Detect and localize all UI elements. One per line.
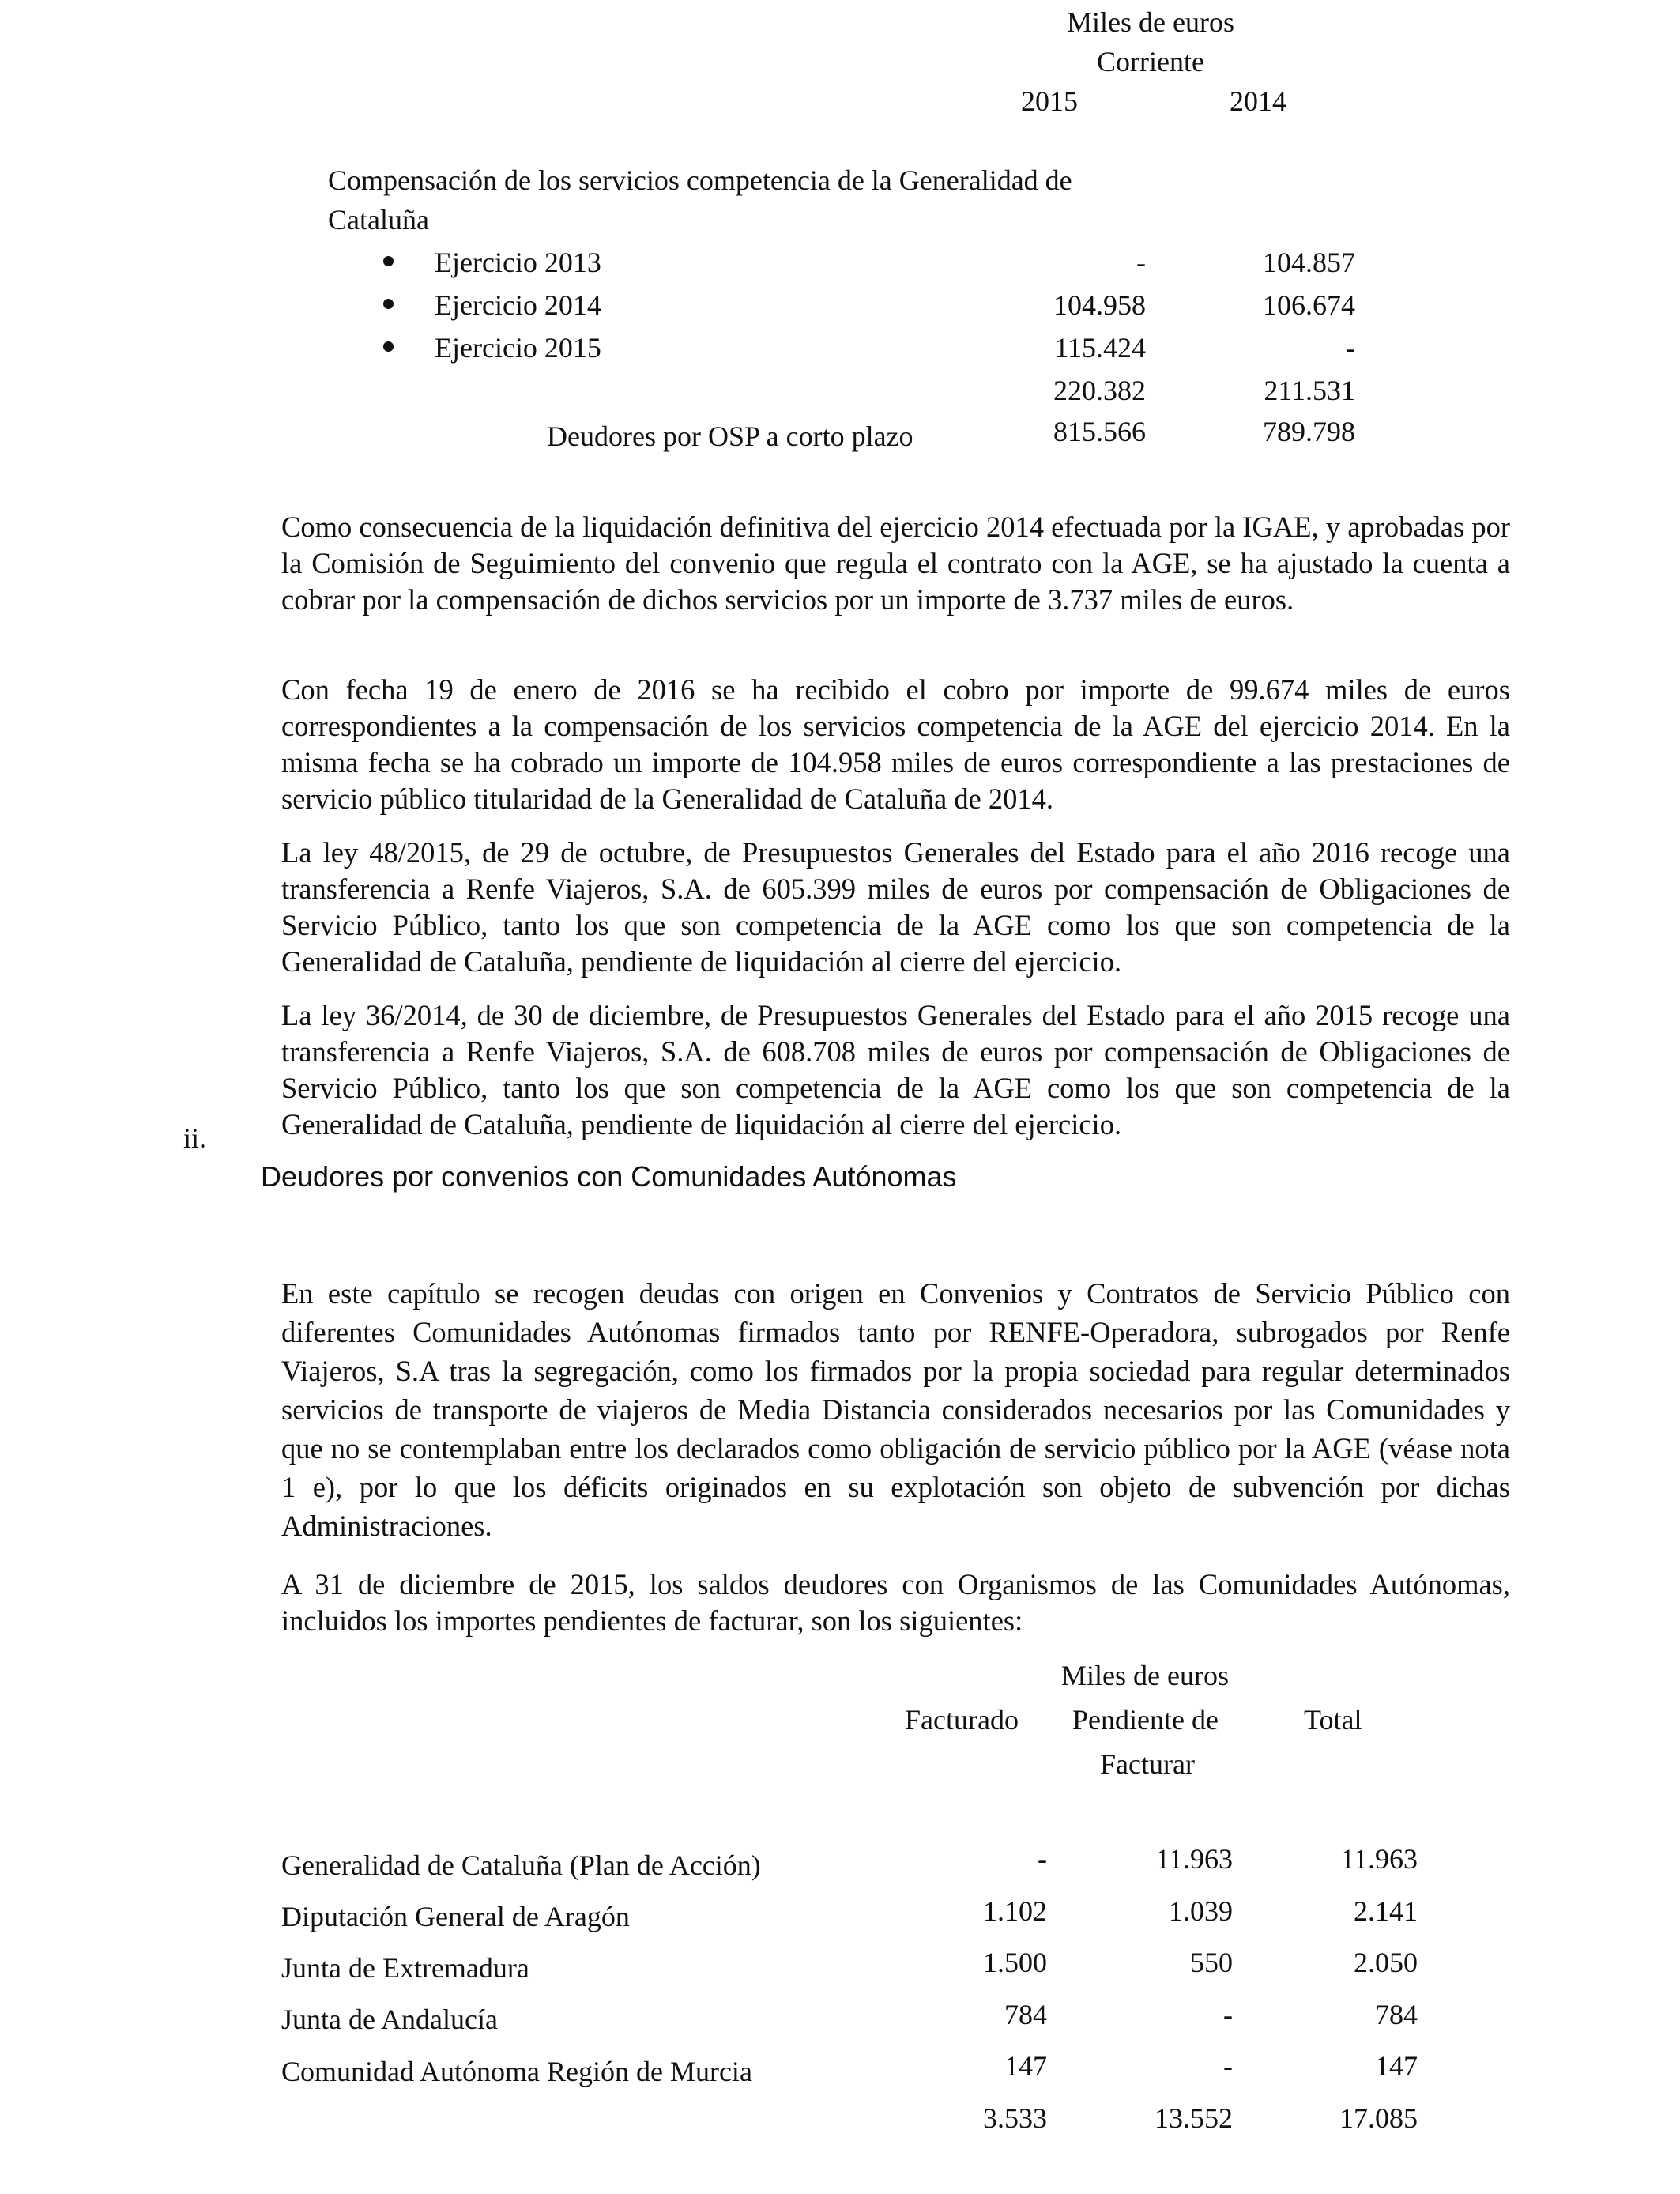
table2-col-facturado-header: Facturado xyxy=(905,1704,1019,1736)
table1-group-title: Compensación de los servicios competencia de la Generalidad de xyxy=(328,164,1072,196)
table1-col-2015-header: 2015 xyxy=(1021,85,1078,117)
table2-row-total: 147 xyxy=(1375,2050,1418,2082)
table2-col-total-header: Total xyxy=(1304,1704,1362,1736)
table1-row-value-2014: 104.857 xyxy=(1263,247,1355,278)
table1-row-value-2014: - xyxy=(1346,332,1355,364)
table2-units-header: Miles de euros xyxy=(1061,1660,1229,1691)
table1-row-label: Ejercicio 2014 xyxy=(435,289,601,321)
paragraph: Como consecuencia de la liquidación definitiva del ejercicio 2014 efectuada por la IGAE, y aprobadas por la Comisión de Seguimiento del convenio que regula el contrato con la AGE, se ha ajustado la cuenta a cobrar por la compensación de dichos servicios por un importe de 3.737 miles de euros. xyxy=(281,511,1510,616)
table1-total-2015: 815.566 xyxy=(1053,416,1146,447)
table1-row-label: Ejercicio 2015 xyxy=(435,332,601,364)
table1-total-2014: 789.798 xyxy=(1263,416,1355,447)
table1-row-value-2014: 106.674 xyxy=(1263,289,1355,321)
table2-row-facturado: - xyxy=(1038,1843,1047,1875)
table1-group-title-cont: Cataluña xyxy=(328,204,429,236)
paragraph: La ley 36/2014, de 30 de diciembre, de Presupuestos Generales del Estado para el año 2015 recoge una transferencia a Renfe Viajeros, S.A. de 608.708 miles de euros por compensación de Obligaciones de Servicio Público, tanto los que son competencia de la AGE como los que son competencia de la Generalidad de Cataluña, pendiente de liquidación al cierre del ejercicio. xyxy=(281,999,1510,1140)
table1-subtotal-2015: 220.382 xyxy=(1053,375,1146,406)
table2-row-label: Junta de Extremadura xyxy=(281,1952,529,1984)
table2-row-label: Comunidad Autónoma Región de Murcia xyxy=(281,2056,752,2087)
table2-row-pendiente: - xyxy=(1223,1999,1233,2030)
bullet-icon xyxy=(383,341,394,352)
section-number: ii. xyxy=(183,1122,207,1154)
table2-row-total: 784 xyxy=(1375,1999,1418,2030)
table2-row-label: Junta de Andalucía xyxy=(281,2004,498,2035)
table2-row-facturado: 1.102 xyxy=(983,1895,1047,1927)
table2-row-total: 2.141 xyxy=(1354,1895,1418,1927)
table1-row-value-2015: 104.958 xyxy=(1053,289,1146,321)
table2-row-pendiente: 1.039 xyxy=(1169,1895,1233,1927)
table2-row-pendiente: 11.963 xyxy=(1155,1843,1233,1875)
table2-total-total: 17.085 xyxy=(1339,2102,1418,2134)
table2-row-facturado: 1.500 xyxy=(983,1947,1047,1978)
paragraph: Con fecha 19 de enero de 2016 se ha recibido el cobro por importe de 99.674 miles de euros correspondientes a la compensación de los servicios competencia de la AGE del ejercicio 2014. En la misma fecha se ha cobrado un importe de 104.958 miles de euros correspondiente a las prestaciones de servicio público titularidad de la Generalidad de Cataluña de 2014. xyxy=(281,673,1510,815)
table2-row-pendiente: - xyxy=(1223,2050,1233,2082)
table1-type-header: Corriente xyxy=(1097,46,1204,77)
table2-row-total: 2.050 xyxy=(1354,1947,1418,1978)
paragraph: La ley 48/2015, de 29 de octubre, de Presupuestos Generales del Estado para el año 2016 recoge una transferencia a Renfe Viajeros, S.A. de 605.399 miles de euros por compensación de Obligaciones de Servicio Público, tanto los que son competencia de la AGE como los que son competencia de la Generalidad de Cataluña, pendiente de liquidación al cierre del ejercicio. xyxy=(281,836,1510,978)
table2-total-pendiente: 13.552 xyxy=(1155,2102,1233,2134)
section-title: Deudores por convenios con Comunidades Autónomas xyxy=(261,1160,957,1193)
table2-row-label: Diputación General de Aragón xyxy=(281,1901,630,1932)
table1-subtotal-2014: 211.531 xyxy=(1264,375,1355,406)
table2-row-facturado: 784 xyxy=(1004,1999,1047,2030)
table1-row-label: Ejercicio 2013 xyxy=(435,247,601,278)
bullet-icon xyxy=(383,256,394,266)
table1-row-value-2015: - xyxy=(1136,247,1146,278)
table2-row-total: 11.963 xyxy=(1340,1843,1418,1875)
bullet-icon xyxy=(383,299,394,309)
table2-row-label: Generalidad de Cataluña (Plan de Acción) xyxy=(281,1849,761,1881)
paragraph: En este capítulo se recogen deudas con origen en Convenios y Contratos de Servicio Público con diferentes Comunidades Autónomas firmados tanto por RENFE-Operadora, subrogados por Renfe Viajeros, S.A tras la segregación, como los firmados por la propia sociedad para regular determinados servicios de transporte de viajeros de Media Distancia considerados necesarios por las Comunidades y que no se contemplaban entre los declarados como obligación de servicio público por la AGE (véase nota 1 e), por lo que los déficits originados en su explotación son objeto de subvención por dichas Administraciones. xyxy=(281,1277,1510,1542)
table2-col-pendiente-header: Pendiente de xyxy=(1072,1704,1219,1736)
table2-row-facturado: 147 xyxy=(1004,2050,1047,2082)
table1-row-value-2015: 115.424 xyxy=(1054,332,1146,364)
table1-units-header: Miles de euros xyxy=(1067,6,1234,38)
table1-col-2014-header: 2014 xyxy=(1230,85,1286,117)
table2-row-pendiente: 550 xyxy=(1190,1947,1233,1978)
paragraph: A 31 de diciembre de 2015, los saldos deudores con Organismos de las Comunidades Autónomas, incluidos los importes pendientes de facturar, son los siguientes: xyxy=(281,1568,1510,1637)
table2-total-facturado: 3.533 xyxy=(983,2102,1047,2134)
table2-col-pendiente-header-cont: Facturar xyxy=(1100,1748,1195,1780)
table1-total-label: Deudores por OSP a corto plazo xyxy=(547,420,913,452)
